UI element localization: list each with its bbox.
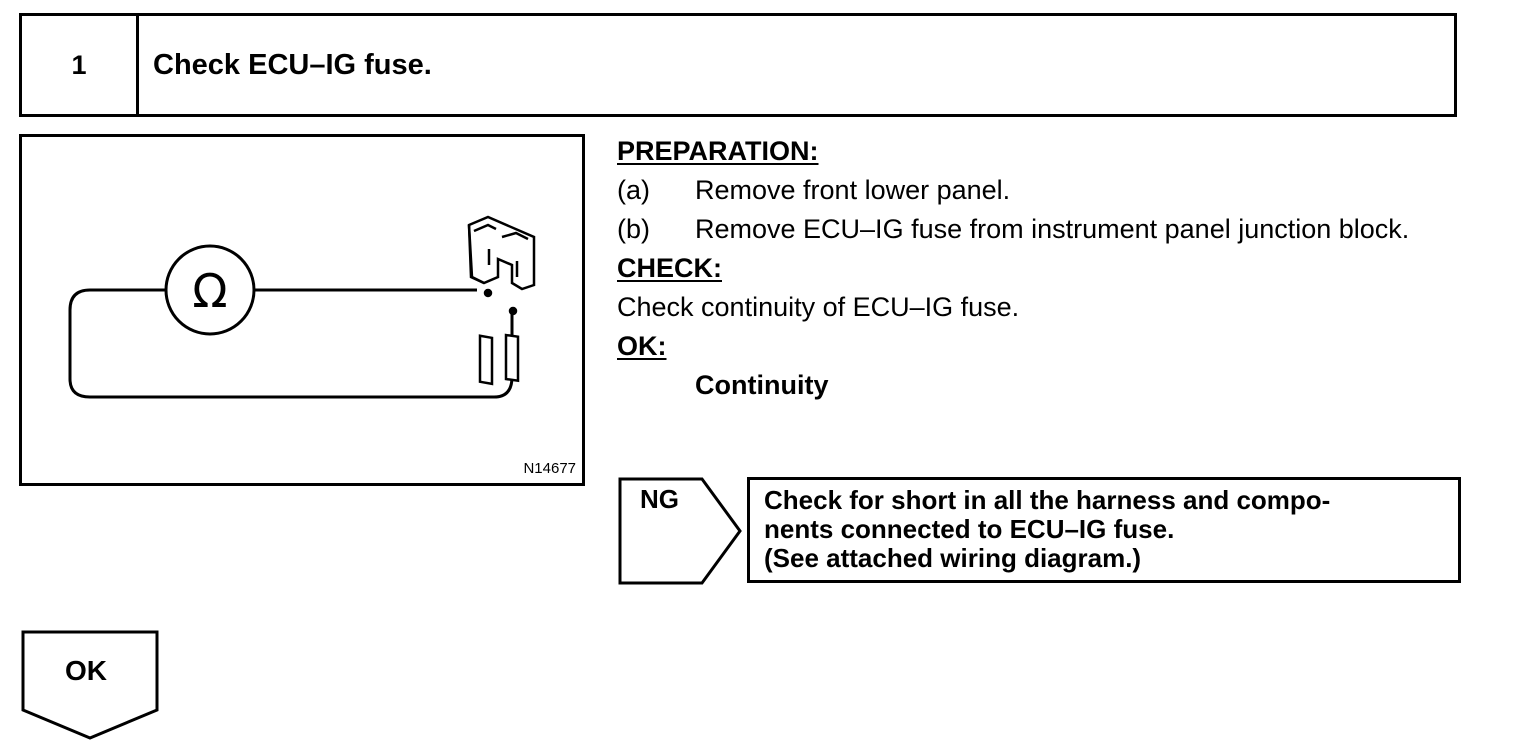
step-title: Check ECU–IG fuse. (153, 48, 432, 81)
item-text: Remove ECU–IG fuse from instrument panel junction block. (695, 214, 1410, 244)
ok-heading: OK: (617, 331, 667, 361)
ng-result-box (747, 477, 1461, 583)
item-marker: (b) (617, 214, 650, 244)
ohmmeter-icon (166, 246, 254, 334)
test-lead-wire (70, 290, 512, 397)
preparation-heading: PREPARATION: (617, 136, 819, 166)
preparation-item (617, 210, 1460, 249)
figure-code: N14677 (523, 460, 576, 477)
ohmmeter-fuse-illustration (19, 134, 585, 486)
continuity-test-diagram (22, 137, 582, 483)
ng-line: (See attached wiring diagram.) (764, 543, 1142, 573)
item-text: Remove front lower panel. (695, 175, 1011, 205)
ng-arrow-shape (618, 477, 744, 585)
check-text: Check continuity of ECU–IG fuse. (617, 292, 1020, 322)
ng-line: nents connected to ECU–IG fuse. (764, 514, 1175, 544)
ng-line: Check for short in all the harness and compo- (764, 485, 1331, 515)
ok-value: Continuity (695, 370, 829, 400)
check-heading: CHECK: (617, 253, 722, 283)
preparation-item (617, 171, 1460, 210)
step-header (19, 13, 1457, 117)
item-marker: (a) (617, 175, 650, 205)
procedure-text (617, 132, 1460, 405)
step-number: 1 (22, 16, 139, 114)
ohm-symbol: Ω (192, 264, 228, 318)
ok-flow-label: OK (65, 655, 107, 686)
blade-fuse-icon (469, 217, 534, 384)
ng-label: NG (640, 484, 679, 514)
